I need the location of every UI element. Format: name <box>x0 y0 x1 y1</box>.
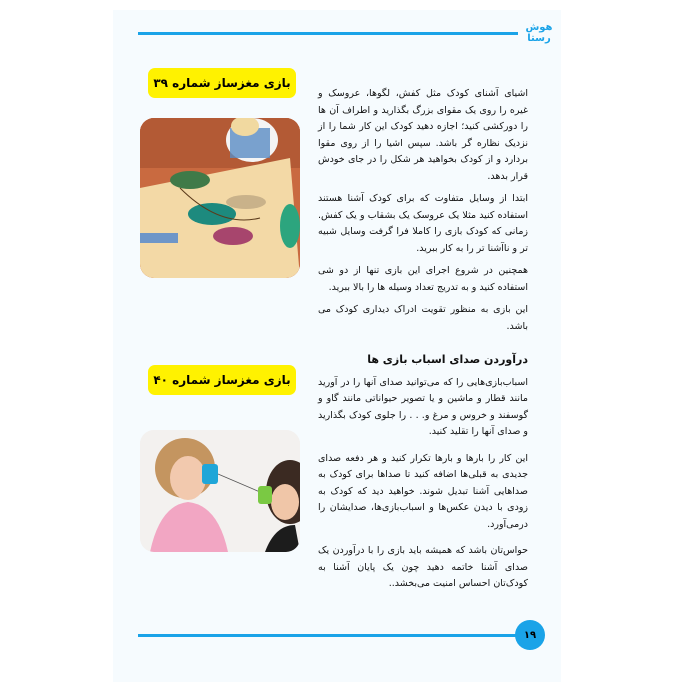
paragraph: همچنین در شروع اجرای این بازی تنها از دو شی استفاده کنید و به تدریج تعداد وسیله ها را بالا ببرید. <box>318 265 528 293</box>
paragraph: این کار را بارها و بارها تکرار کنید و هر دفعه صدای جدیدی به قبلی‌ها اضافه کنید تا صداها برای کودک به صداهایی آشنا تبدیل شوند. خواهید دید که کودک به زودی با دیدن عکس‌ها و اسباب‌بازی‌ها، صدایشان را درمی‌آورد. <box>318 452 528 530</box>
paragraph: اشیای آشنای کودک مثل کفش، لگوها، عروسک و غیره را روی یک مقوای بزرگ بگذارید و اطراف آن ها را دورکشی کنید؛ اجازه دهید کودک این کار شما را از نزدیک نظاره گر باشد. سپس اشیا را از روی مقوا بردارد و از کودک بخواهید هر شکل را در جای خودش قرار بدهد. <box>318 88 528 182</box>
header-rule <box>138 32 518 35</box>
game-badge-39: بازی مغزساز شماره ۳۹ <box>148 68 296 98</box>
paragraph: حواس‌تان باشد که همیشه باید بازی را با درآوردن یک صدای آشنا خاتمه دهید چون یک پایان آشنا به کودک‌تان احساس امنیت می‌بخشد.. <box>318 545 528 589</box>
paragraph: اسباب‌بازی‌هایی را که می‌توانید صدای آنها را در آورید مانند قطار و ماشین و یا تصویر حیواناتی مانند گاو و گوسفند و خروس و مرغ و. . . را جلوی کودک بگذارید و صدای آنها را تقلید کنید. <box>318 376 528 437</box>
tin-can-phone-photo <box>140 430 300 552</box>
footer-rule <box>138 634 518 637</box>
shoe-tracing-photo <box>140 118 300 278</box>
paragraph: ابتدا از وسایل متفاوت که برای کودک آشنا هستند استفاده کنید مثلا یک عروسک یک بشقاب و یک کفش. زمانی که کودک بازی را کاملا فرا گرفت وسایل شبیه تر و ناآشنا تر را به کار ببرید. <box>318 193 528 254</box>
section-39-text <box>318 86 528 341</box>
page-number: ۱۹ <box>515 620 545 650</box>
section-40-text <box>318 352 528 599</box>
header-title: هوش رستا <box>525 22 553 44</box>
section-heading: درآوردن صدای اسباب بازی ها <box>367 353 528 366</box>
game-badge-40: بازی مغزساز شماره ۴۰ <box>148 365 296 395</box>
paragraph: این بازی به منظور تقویت ادراک دیداری کودک می باشد. <box>318 304 528 332</box>
